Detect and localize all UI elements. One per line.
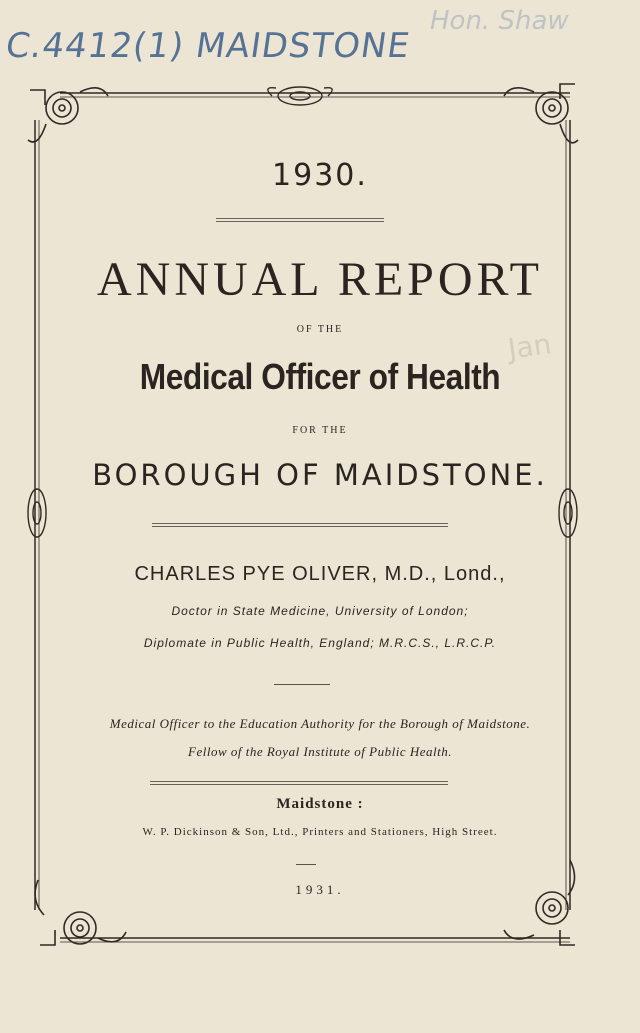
author-role: Medical Officer to the Education Authority for the Borough of Maidstone. <box>109 716 531 731</box>
office-title: Medical Officer of Health <box>139 356 501 397</box>
corner-ornament-top-left <box>28 88 108 142</box>
report-title: ANNUAL REPORT <box>96 253 543 306</box>
short-rule <box>296 864 316 865</box>
shelfmark-annotation: C.4412(1) MAIDSTONE <box>3 26 413 66</box>
corner-ornament-bottom-right <box>504 860 575 945</box>
short-rule <box>274 684 330 685</box>
report-year: 1930. <box>272 158 368 193</box>
borough-title: BOROUGH OF MAIDSTONE. <box>92 458 548 492</box>
author-name: CHARLES PYE OLIVER, M.D., Lond., <box>134 563 506 585</box>
faint-annotation-top: Hon. Shaw <box>430 6 569 36</box>
publication-year: 1931. <box>295 882 345 897</box>
divider-rule <box>152 523 448 527</box>
author-qualification-1: Doctor in State Medicine, University of London; <box>171 604 469 618</box>
divider-rule <box>216 218 384 222</box>
side-ornament-left <box>28 489 46 537</box>
author-qualification-2: Diplomate in Public Health, England; M.R.C.S., L.R.C.P. <box>143 636 497 650</box>
divider-rule <box>150 781 448 785</box>
printer-line: W. P. Dickinson & Son, Ltd., Printers and Stationers, High Street. <box>142 826 498 838</box>
top-center-ornament <box>268 87 332 105</box>
side-ornament-right <box>559 489 577 537</box>
author-fellowship: Fellow of the Royal Institute of Public Health. <box>188 744 452 759</box>
of-the-label: OF THE <box>296 324 344 335</box>
publication-place: Maidstone : <box>276 796 364 812</box>
for-the-label: FOR THE <box>292 425 348 436</box>
faint-annotation-side: Jan <box>505 327 554 366</box>
